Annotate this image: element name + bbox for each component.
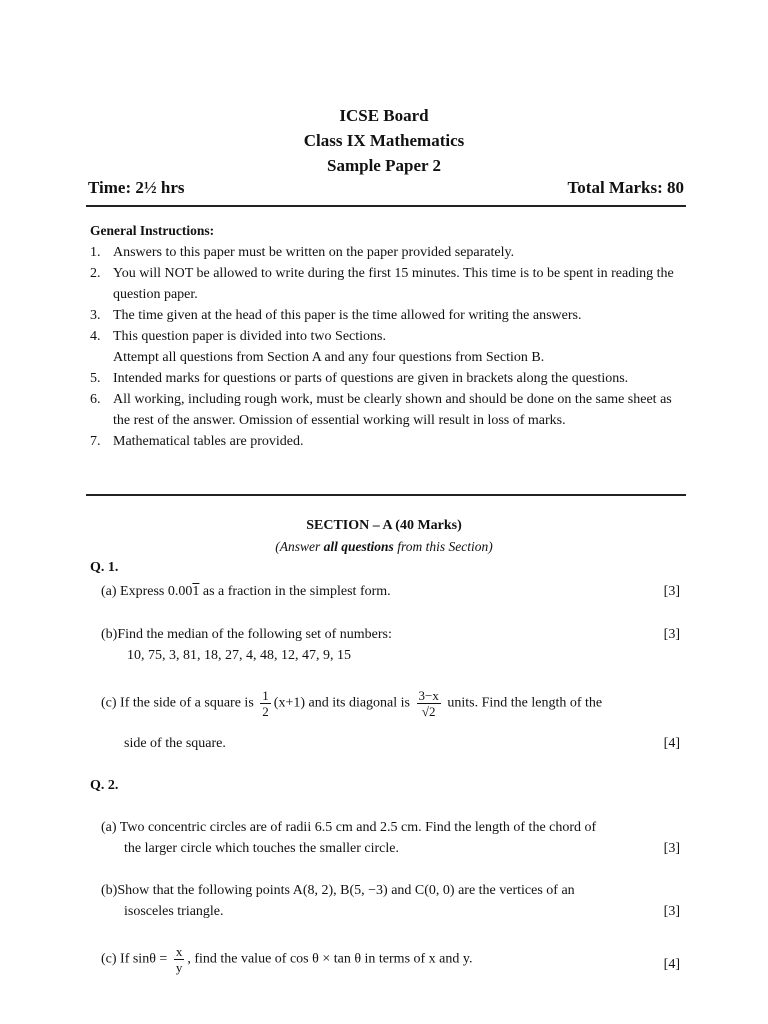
instruction-item: 3. The time given at the head of this paper is the time allowed for writing the answers. — [90, 308, 582, 323]
total-marks: Total Marks: 80 — [567, 178, 684, 197]
instructions-divider — [86, 494, 686, 496]
question-2-label: Q. 2. — [90, 778, 119, 793]
question-1c-text: (c) If the side of a square is $\frac{1}{2}$ (x+1) and its diagonal is $\frac{3-x}{√2}$ units. Find the length of the — [101, 688, 603, 719]
question-2c-marks: [4] — [663, 957, 680, 972]
fraction-half: $\frac{1}{2}$ — [262, 688, 269, 719]
question-2c-text: (c) If sinθ = $\frac{x}{y}$ , find the value of cos θ × tan θ in terms of x and y. — [101, 944, 473, 975]
instructions-list — [90, 242, 680, 452]
question-2a-line2: the larger circle which touches the smaller circle. — [124, 841, 399, 856]
board-title: ICSE Board — [339, 106, 429, 125]
instruction-item: 7. Mathematical tables are provided. — [90, 434, 304, 449]
instruction-item: 4. This question paper is divided into two Sections. Attempt all questions from Section A and any four questions from Section B. — [90, 329, 545, 365]
question-1b-numbers: 10, 75, 3, 81, 18, 27, 4, 48, 12, 47, 9, 15 — [127, 648, 351, 663]
question-2b-text: (b)Show that the following points A(8, 2), B(5, −3) and C(0, 0) are the vertices of an — [101, 883, 575, 898]
instruction-item: 1. Answers to this paper must be written on the paper provided separately. — [90, 245, 515, 260]
class-subject-title: Class IX Mathematics — [303, 131, 465, 150]
question-2a-text: (a) Two concentric circles are of radii 6.5 cm and 2.5 cm. Find the length of the chord of — [101, 820, 597, 835]
instruction-item: 2. You will NOT be allowed to write during the first 15 minutes. This time is to be spent in reading the question paper. — [90, 266, 674, 302]
question-2b-line2: isosceles triangle. — [124, 904, 224, 919]
question-1b-marks: [3] — [663, 627, 680, 642]
header-divider — [86, 205, 686, 207]
fraction-x-over-y: $\frac{x}{y}$ — [175, 944, 183, 975]
question-1a-text: (a) Express 0.001 as a fraction in the simplest form. — [101, 584, 391, 599]
fraction-diagonal: $\frac{3-x}{√2}$ — [418, 688, 439, 719]
question-1b-text: (b)Find the median of the following set of numbers: — [101, 627, 392, 642]
question-2b-marks: [3] — [663, 904, 680, 919]
time-allowed: Time: 2½ hrs — [88, 178, 185, 197]
instruction-item: 5. Intended marks for questions or parts of questions are given in brackets along the questions. — [90, 371, 629, 386]
instruction-item: 6. All working, including rough work, must be clearly shown and should be done on the same sheet as the rest of the answer. Omission of essential working will result in loss of marks. — [90, 392, 672, 428]
section-a-subtitle: (Answer all questions from this Section) — [275, 539, 493, 554]
paper-title: Sample Paper 2 — [327, 156, 441, 175]
instructions-heading: General Instructions: — [90, 223, 215, 238]
section-a-title: SECTION – A (40 Marks) — [306, 518, 462, 533]
question-1c-line2: side of the square. — [124, 736, 226, 751]
recurring-digit: 1 — [192, 584, 200, 599]
question-1c-marks: [4] — [663, 736, 680, 751]
question-1a-marks: [3] — [663, 584, 680, 599]
question-1-label: Q. 1. — [90, 560, 119, 575]
question-2a-marks: [3] — [663, 841, 680, 856]
